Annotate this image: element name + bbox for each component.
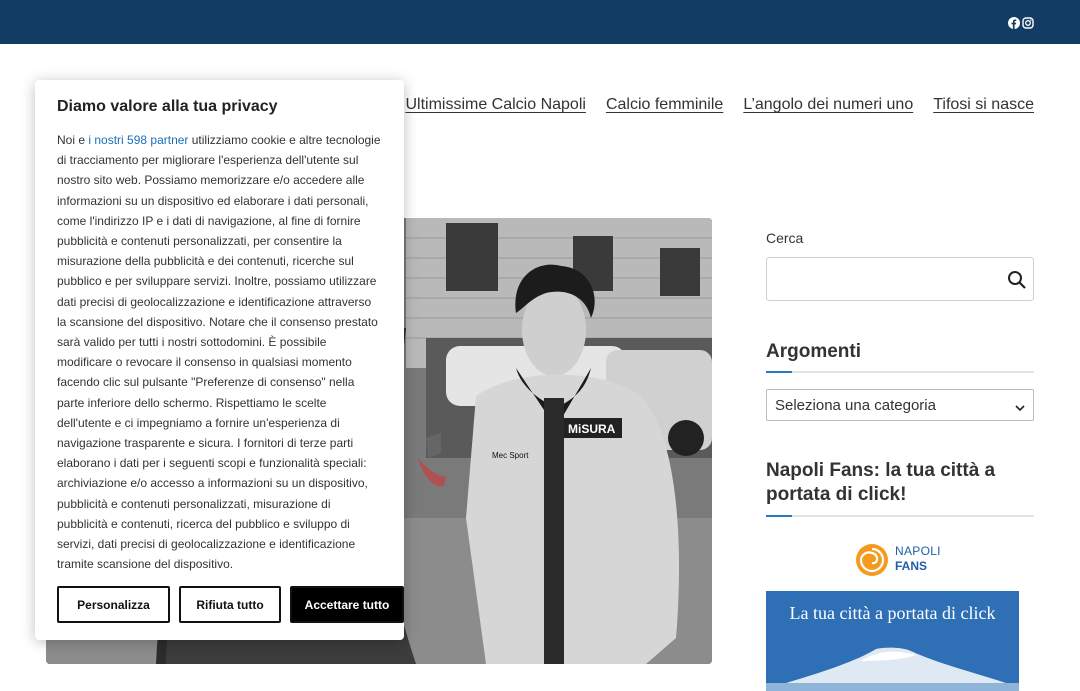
- reject-all-button[interactable]: Rifiuta tutto: [179, 586, 281, 623]
- argomenti-title: Argomenti: [766, 341, 861, 362]
- search-input[interactable]: [766, 257, 1034, 301]
- promo-banner[interactable]: [766, 591, 1019, 691]
- search-label: Cerca: [766, 230, 804, 246]
- promo-title: Napoli Fans: la tua città a portata di click!: [766, 460, 996, 505]
- search-icon[interactable]: [1007, 270, 1027, 290]
- top-bar: [0, 0, 1080, 44]
- social-links: [1008, 16, 1034, 28]
- nav-item-ultimissime[interactable]: Ultimissime Calcio Napoli: [405, 96, 586, 113]
- customize-button[interactable]: Personalizza: [57, 586, 170, 623]
- widget-divider: [766, 515, 1034, 517]
- consent-text-prefix: Noi e: [57, 133, 89, 147]
- consent-text: [57, 130, 382, 574]
- category-select[interactable]: [766, 389, 1034, 421]
- sidebar: [766, 218, 1034, 691]
- widget-divider: [766, 371, 1034, 373]
- cookie-consent-dialog: [35, 80, 404, 640]
- jacket-sponsor-text: Mec Sport: [492, 451, 529, 460]
- accept-all-button[interactable]: Accettare tutto: [290, 586, 404, 623]
- napoli-fans-logo[interactable]: [855, 541, 945, 581]
- nav-item-tifosi-si-nasce[interactable]: Tifosi si nasce: [933, 96, 1034, 113]
- spiral-logo-icon: [855, 543, 889, 577]
- instagram-icon[interactable]: [1022, 16, 1034, 28]
- jacket-brand-text: MiSURA: [568, 422, 616, 436]
- logo-text-fans: FANS: [895, 559, 928, 573]
- category-select-value: Seleziona una categoria: [775, 397, 936, 414]
- consent-title: Diamo valore alla tua privacy: [57, 98, 278, 115]
- consent-text-body: utilizziamo cookie e altre tecnologie di tracciamento per migliorare l'esperienza dell'utente sul nostro sito web. Possiamo memorizzare e/o accedere alle informazioni su un dispositivo ed elaborare i dati personali, come l'indirizzo IP e i dati di navigazione, al fine di fornire pubblicità e contenuti personalizzati, per consentire la misurazione della pubblicità e dei contenuti, ricerche sul pubblico e per sviluppare servizi. Inoltre, possiamo utilizzare dati precisi di geolocalizzazione e identificazione attraverso la scansione del dispositivo. Notare che il consenso prestato sarà valido per tutti i nostri sottodomini. È possibile modificare o revocare il consenso in qualsiasi momento facendo clic sul pulsante "Preferenze di consenso" nella parte inferiore dello schermo. Rispettiamo le scelte dell'utente e ci impegniamo a fornire un'esperienza di navigazione trasparente e sicura. I fornitori di terze parti elaborano i dati per i seguenti scopi e funzionalità speciali: archiviazione e/o accesso a informazioni su un dispositivo, pubblicità e contenuti personalizzati, misurazione di pubblicità e contenuti, ricerca del pubblico e sviluppo di servizi, dati precisi di geolocalizzazione e identificazione tramite scansione del dispositivo.: [57, 133, 381, 572]
- partners-link[interactable]: i nostri 598 partner: [88, 133, 189, 147]
- facebook-icon[interactable]: [1008, 16, 1020, 28]
- banner-text: La tua città a portata di click: [789, 603, 996, 623]
- consent-actions: [57, 586, 404, 623]
- main-nav: [405, 96, 1034, 114]
- logo-text-napoli: NAPOLI: [895, 544, 941, 558]
- chevron-down-icon: [1015, 400, 1025, 410]
- nav-item-calcio-femminile[interactable]: Calcio femminile: [605, 96, 724, 113]
- nav-item-angolo-numeri-uno[interactable]: L’angolo dei numeri uno: [743, 96, 914, 113]
